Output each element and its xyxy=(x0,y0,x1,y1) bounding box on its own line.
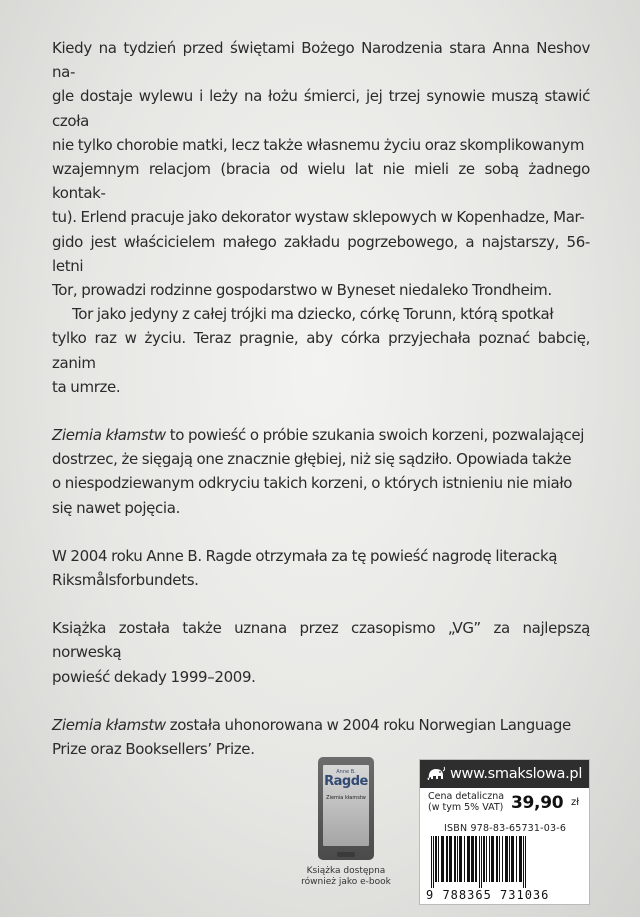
barcode-bar xyxy=(441,836,444,882)
text-line: ta umrze. xyxy=(52,377,121,396)
barcode-bar xyxy=(457,836,458,882)
barcode-bar xyxy=(471,836,474,882)
text-line: W 2004 roku Anne B. Ragde otrzymała za tę powieść nagrodę literacką xyxy=(52,546,558,565)
barcode-guard-bar xyxy=(525,836,526,888)
text-line: gido jest właścicielem małego zakładu pogrzebowego, a najstarszy, 56-letni xyxy=(52,232,590,275)
text-line: wzajemnym relacjom (bracia od wielu lat nie mieli ze sobą żadnego kontak- xyxy=(52,160,590,203)
text-line: gle dostaje wylewu i leży na łożu śmierci, jej trzej synowie muszą stawić czoła xyxy=(52,87,590,130)
barcode-bar xyxy=(502,836,503,882)
text-line: Książka została także uznana przez czasopismo „VG” za najlepszą norweską xyxy=(52,619,590,662)
barcode-guard-bar xyxy=(479,836,480,888)
barcode-digits: 9 788365 731036 xyxy=(426,888,550,902)
text-line: tylko raz w życiu. Teraz pragnie, aby córka przyjechała poznać babcię, zanim xyxy=(52,329,590,372)
barcode-bar xyxy=(519,836,522,882)
barcode-bar xyxy=(509,836,510,882)
text-line: Kiedy na tydzień przed świętami Bożego Narodzenia stara Anna Neshov na- xyxy=(52,39,590,82)
barcode-bar xyxy=(489,836,490,882)
barcode-bar xyxy=(496,836,498,882)
book-title: Ziemia kłamstw xyxy=(52,426,166,445)
device-author: Anne B. xyxy=(336,769,356,775)
text-line: Prize oraz Booksellers’ Prize. xyxy=(52,740,255,759)
barcode-bar xyxy=(486,836,487,882)
ebook-reader-screen xyxy=(323,765,369,846)
text-fragment: została uhonorowana w 2004 roku Norwegian Language xyxy=(165,715,571,734)
barcode-bar xyxy=(511,836,514,882)
paragraph-5 xyxy=(52,616,590,689)
text-fragment: to powieść o próbie szukania swoich korzeni, pozwalającej xyxy=(165,426,585,445)
paragraph-1 xyxy=(52,36,590,399)
barcode-bar xyxy=(499,836,500,882)
text-line: o niespodziewanym odkryciu takich korzeni, o których istnieniu nie miało xyxy=(52,474,573,493)
paragraph-3 xyxy=(52,423,590,520)
price-barcode-box xyxy=(419,759,590,905)
text-line: dostrzec, że sięgają one znacznie głębiej, niż się sądziło. Opowiada także xyxy=(52,450,572,469)
barcode-bar xyxy=(459,836,462,882)
device-title: Ragde xyxy=(324,774,368,789)
publisher-url-bar xyxy=(420,760,589,788)
ebook-caption xyxy=(290,866,402,888)
text-line: Riksmålsforbundets. xyxy=(52,571,199,590)
ebook-caption-line: również jako e-book xyxy=(301,877,391,887)
ebook-reader-image xyxy=(318,757,374,860)
text-line xyxy=(52,423,590,447)
paragraph-6 xyxy=(52,713,590,761)
book-title: Ziemia kłamstw xyxy=(52,715,166,734)
blurb-text xyxy=(52,36,590,761)
price-currency: zł xyxy=(571,797,580,808)
barcode-bar xyxy=(483,836,485,882)
text-line: Tor jako jedyny z całej trójki ma dziecko, córkę Torunn, którą spotkał xyxy=(72,305,554,324)
text-line: się nawet pojęcia. xyxy=(52,498,180,517)
publisher-url: www.smakslowa.pl xyxy=(450,766,583,782)
barcode-bar xyxy=(446,836,448,882)
barcode-bar xyxy=(464,836,465,882)
barcode-bar xyxy=(454,836,456,882)
ebook-reader-button xyxy=(337,852,355,857)
barcode-bar xyxy=(516,836,517,882)
ebook-caption-line: Książka dostępna xyxy=(306,866,386,876)
price-label-line: (w tym 5% VAT) xyxy=(428,802,504,813)
barcode-bar xyxy=(475,836,477,882)
price-value: 39,90 xyxy=(511,793,564,813)
text-line: powieść dekady 1999–2009. xyxy=(52,667,256,686)
barcode-bar xyxy=(505,836,508,882)
barcode-guard-bar xyxy=(433,836,434,888)
barcode-guard-bar xyxy=(431,836,432,888)
price-label xyxy=(428,791,504,813)
text-line: nie tylko chorobie matki, lecz także własnemu życiu oraz skomplikowanym xyxy=(52,135,585,154)
barcode-bar xyxy=(491,836,494,882)
barcode-guard-bar xyxy=(481,836,482,888)
barcode-guard-bar xyxy=(523,836,524,888)
device-subtitle: Ziemia kłamstw xyxy=(326,795,366,801)
barcode-bar xyxy=(435,836,437,882)
text-line: tu). Erlend pracuje jako dekorator wystaw sklepowych w Kopenhadze, Mar- xyxy=(52,208,585,227)
barcode-bar xyxy=(467,836,470,882)
elephant-logo-icon xyxy=(426,766,446,782)
text-line xyxy=(52,713,590,737)
paragraph-4 xyxy=(52,544,590,592)
barcode-image xyxy=(428,836,584,892)
isbn-number: ISBN 978-83-65731-03-6 xyxy=(444,823,567,834)
text-line: Tor, prowadzi rodzinne gospodarstwo w Byneset niedaleko Trondheim. xyxy=(52,281,552,300)
barcode-bar xyxy=(438,836,439,882)
price-label-line: Cena detaliczna xyxy=(428,791,505,802)
barcode-bar xyxy=(449,836,452,882)
